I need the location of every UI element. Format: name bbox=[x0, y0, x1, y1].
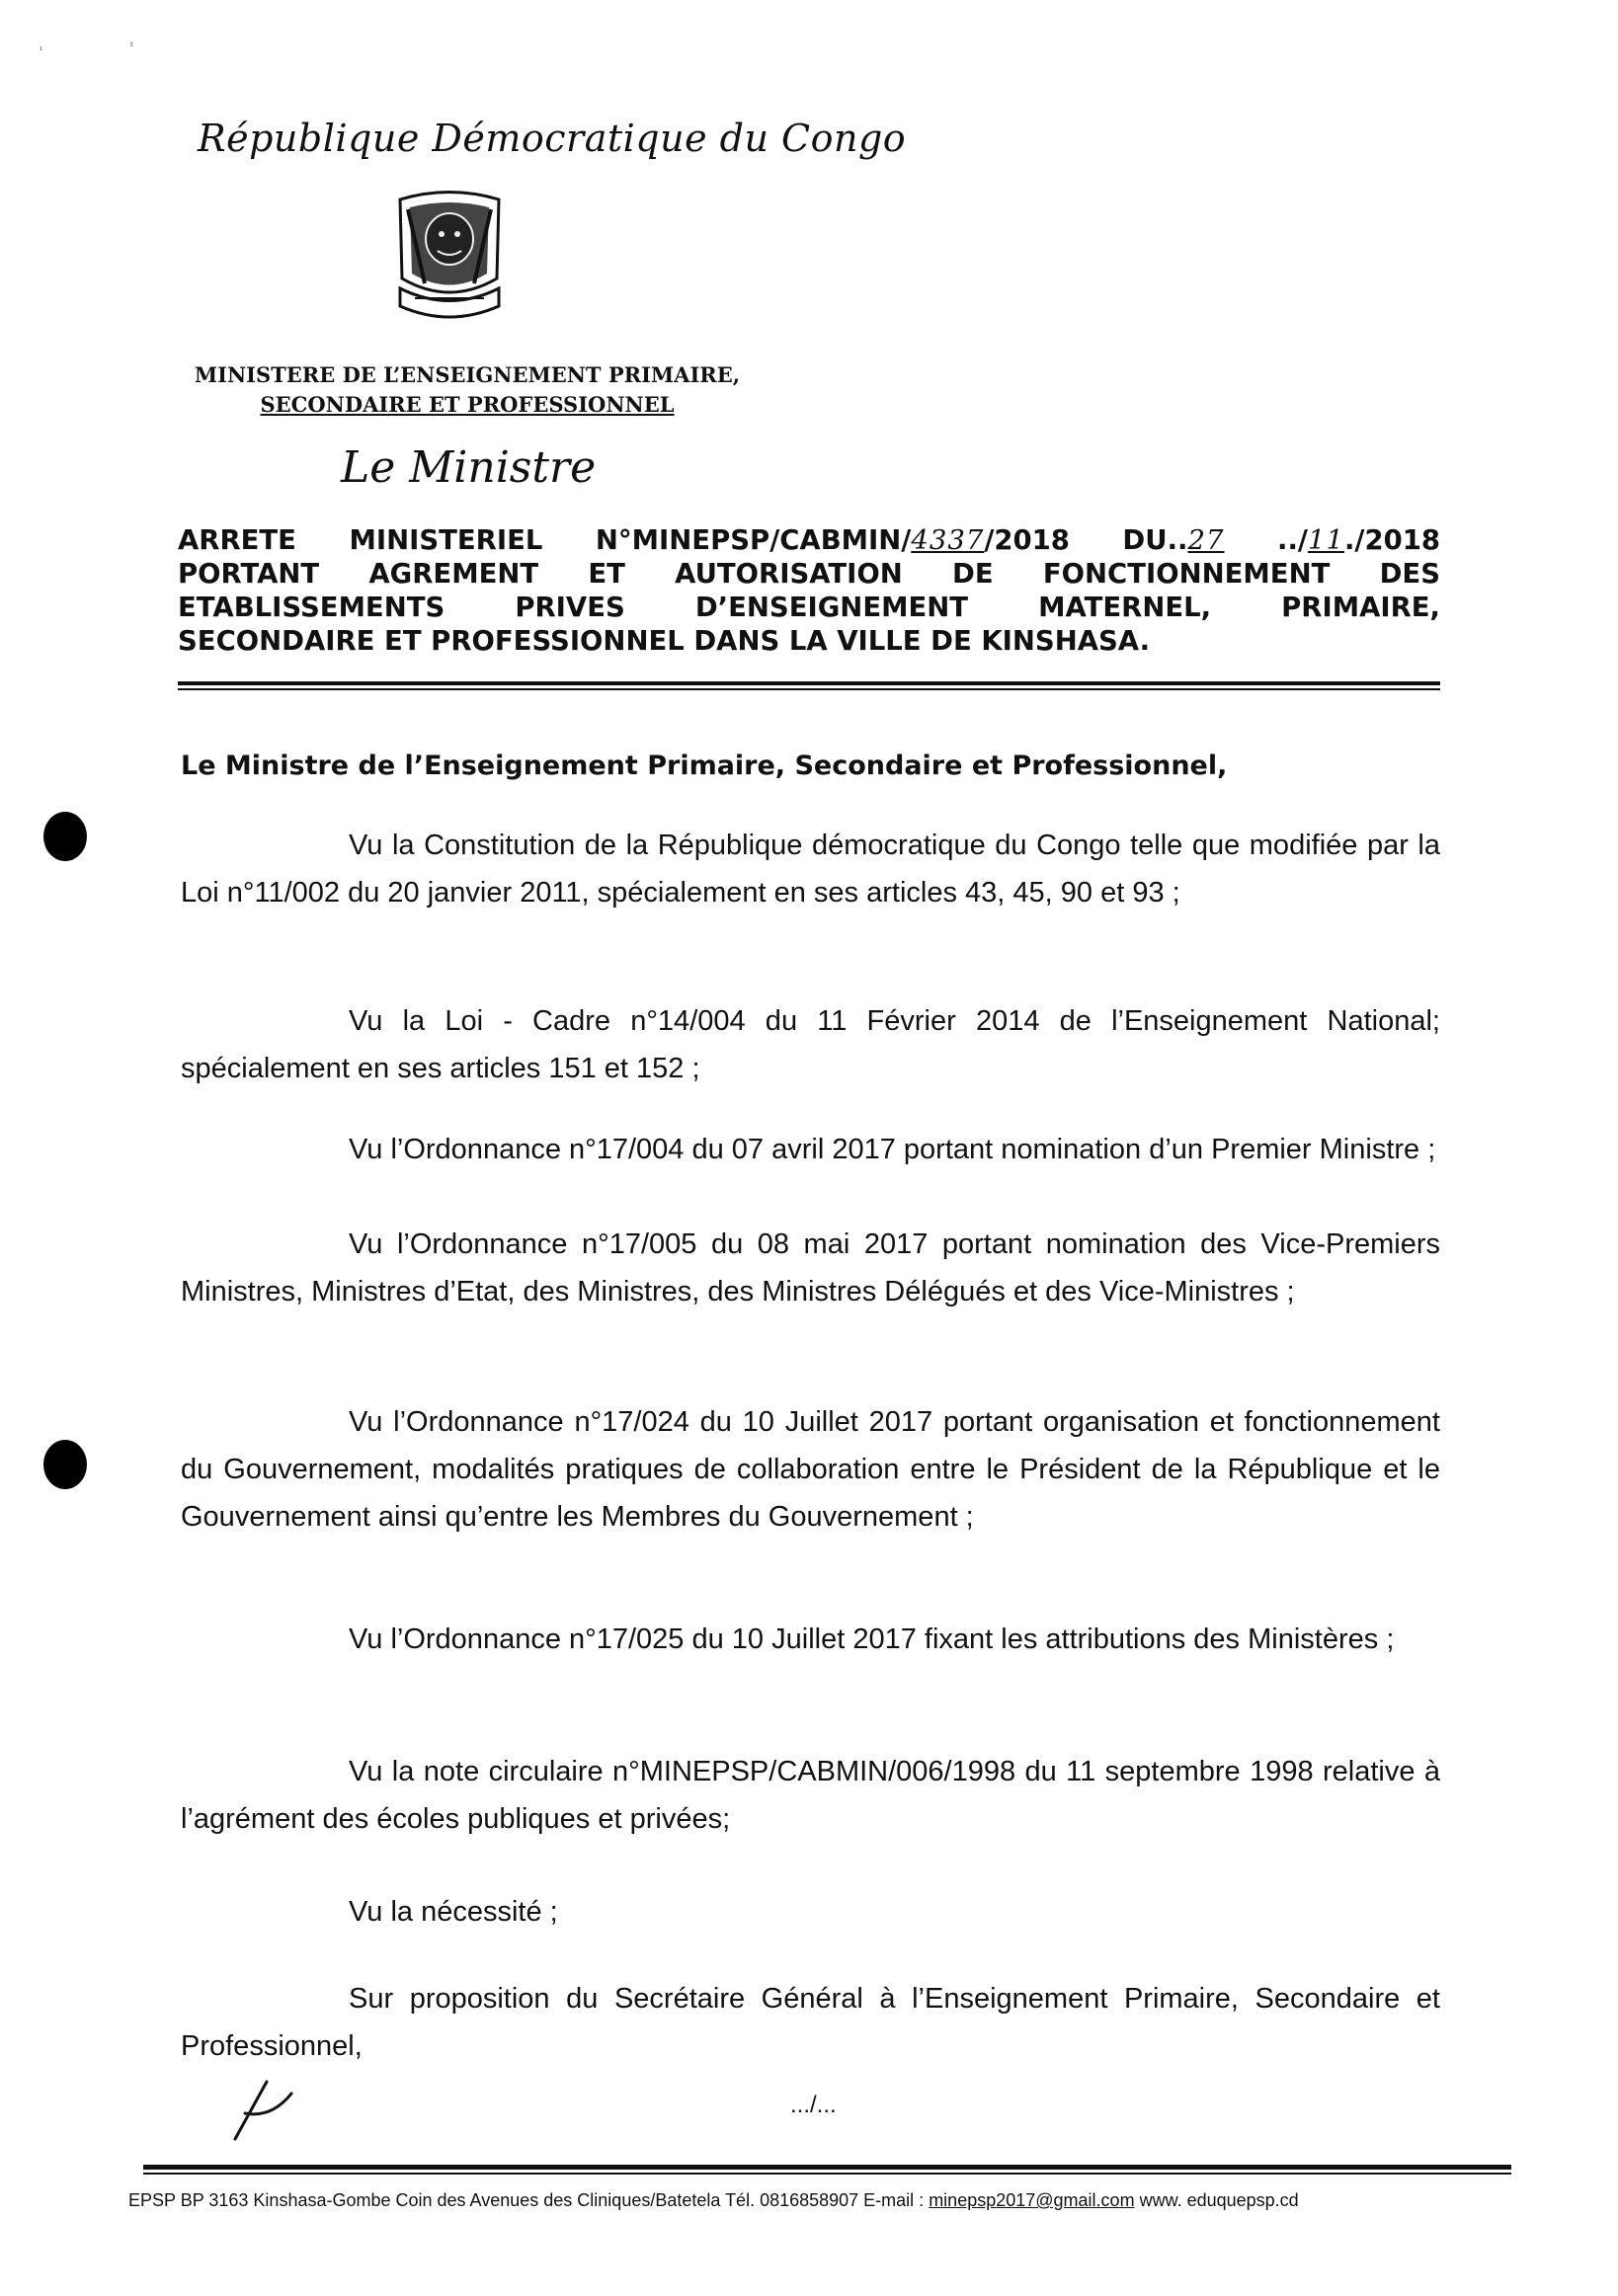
arrete-line-2: PORTANT AGREMENT ET AUTORISATION DE FONCTIONNEMENT DES bbox=[178, 558, 1440, 590]
republic-title: République Démocratique du Congo bbox=[198, 117, 907, 160]
paragraph-text: Vu la nécessité ; bbox=[349, 1896, 558, 1928]
paragraph-text: Vu l’Ordonnance n°17/025 du 10 Juillet 2017 fixant les attributions des Ministères ; bbox=[349, 1623, 1395, 1655]
page-continuation: .../... bbox=[790, 2092, 837, 2118]
footer-divider-thin bbox=[143, 2173, 1511, 2175]
initials-signature bbox=[227, 2074, 316, 2143]
arrete-year: /2018 bbox=[1354, 524, 1440, 556]
scan-speck: ᶦ bbox=[40, 43, 43, 57]
arrete-line-3: ETABLISSEMENTS PRIVES D’ENSEIGNEMENT MATERNEL, PRIMAIRE, bbox=[178, 592, 1440, 623]
footer-website-link[interactable]: www. eduquepsp.cd bbox=[1139, 2190, 1299, 2210]
ministry-block bbox=[176, 360, 759, 420]
footer-address: EPSP BP 3163 Kinshasa-Gombe Coin des Avenues des Cliniques/Batetela Tél. 0816858907 E-mail : bbox=[128, 2190, 930, 2210]
arrete-line-4: SECONDAIRE ET PROFESSIONNEL DANS LA VILLE DE KINSHASA. bbox=[178, 625, 1151, 657]
arrete-title bbox=[178, 523, 1440, 658]
header-divider bbox=[178, 681, 1440, 685]
ministry-line-2: SECONDAIRE ET PROFESSIONNEL bbox=[260, 392, 675, 417]
paragraph-text: Vu l’Ordonnance n°17/024 du 10 Juillet 2017 portant organisation et fonctionnement du Gouvernement, modalités pratiques de collaboration entre le Président de la République et le Gouvernement ainsi qu’entre les Membres du Gouvernement ; bbox=[181, 1406, 1440, 1533]
paragraph-text: Vu l’Ordonnance n°17/005 du 08 mai 2017 portant nomination des Vice-Premiers Ministres, Ministres d’Etat, des Ministres, des Ministres Délégués et des Vice-Ministres ; bbox=[181, 1228, 1440, 1307]
arrete-month-handwritten: 11 bbox=[1307, 524, 1344, 556]
paragraph-note-circulaire bbox=[181, 1748, 1440, 1843]
paragraph-loi-cadre bbox=[181, 997, 1440, 1092]
footer-email-link[interactable]: minepsp2017@gmail.com bbox=[929, 2190, 1135, 2210]
arrete-date-prefix: /2018 DU.. bbox=[984, 524, 1188, 556]
arrete-day-handwritten: 27 bbox=[1187, 524, 1225, 556]
header-divider-thin bbox=[178, 688, 1440, 690]
paragraph-text: Vu la Constitution de la République démocratique du Congo telle que modifiée par la Loi n°11/002 du 20 janvier 2011, spécialement en ses articles 43, 45, 90 et 93 ; bbox=[181, 830, 1440, 909]
arrete-number-handwritten: 4337 bbox=[911, 524, 985, 556]
coat-of-arms-emblem bbox=[380, 190, 519, 328]
paragraph-necessite bbox=[181, 1888, 1440, 1936]
arrete-number-prefix: ARRETE MINISTERIEL N°MINEPSP/CABMIN/ bbox=[178, 524, 912, 556]
paragraph-constitution bbox=[181, 822, 1440, 916]
ministry-line-1: MINISTERE DE L’ENSEIGNEMENT PRIMAIRE, bbox=[194, 362, 741, 387]
body-heading: Le Ministre de l’Enseignement Primaire, Secondaire et Professionnel, bbox=[181, 751, 1228, 781]
punch-hole-top bbox=[43, 812, 87, 861]
paragraph-text: Vu l’Ordonnance n°17/004 du 07 avril 2017 portant nomination d’un Premier Ministre ; bbox=[349, 1134, 1436, 1165]
minister-title: Le Ministre bbox=[341, 442, 597, 493]
paragraph-text: Vu la Loi - Cadre n°14/004 du 11 Février 2014 de l’Enseignement National; spécialement en ses articles 151 et 152 ; bbox=[181, 1005, 1440, 1084]
paragraph-text: Sur proposition du Secrétaire Général à l’Enseignement Primaire, Secondaire et Professionnel, bbox=[181, 1983, 1440, 2062]
footer bbox=[128, 2190, 1531, 2211]
paragraph-ordonnance-005 bbox=[181, 1221, 1440, 1315]
paragraph-ordonnance-024 bbox=[181, 1398, 1440, 1541]
paragraph-ordonnance-004 bbox=[181, 1126, 1440, 1173]
footer-divider bbox=[143, 2165, 1511, 2170]
scan-speck: ᵗ bbox=[130, 40, 134, 53]
punch-hole-bottom bbox=[43, 1440, 87, 1489]
arrete-line-1: ARRETE MINISTERIEL N°MINEPSP/CABMIN/4337/2018 DU..27 ../11./2018 bbox=[178, 524, 1440, 556]
paragraph-proposition bbox=[181, 1975, 1440, 2070]
paragraph-text: Vu la note circulaire n°MINEPSP/CABMIN/006/1998 du 11 septembre 1998 relative à l’agrément des écoles publiques et privées; bbox=[181, 1756, 1440, 1835]
paragraph-ordonnance-025 bbox=[181, 1616, 1440, 1663]
